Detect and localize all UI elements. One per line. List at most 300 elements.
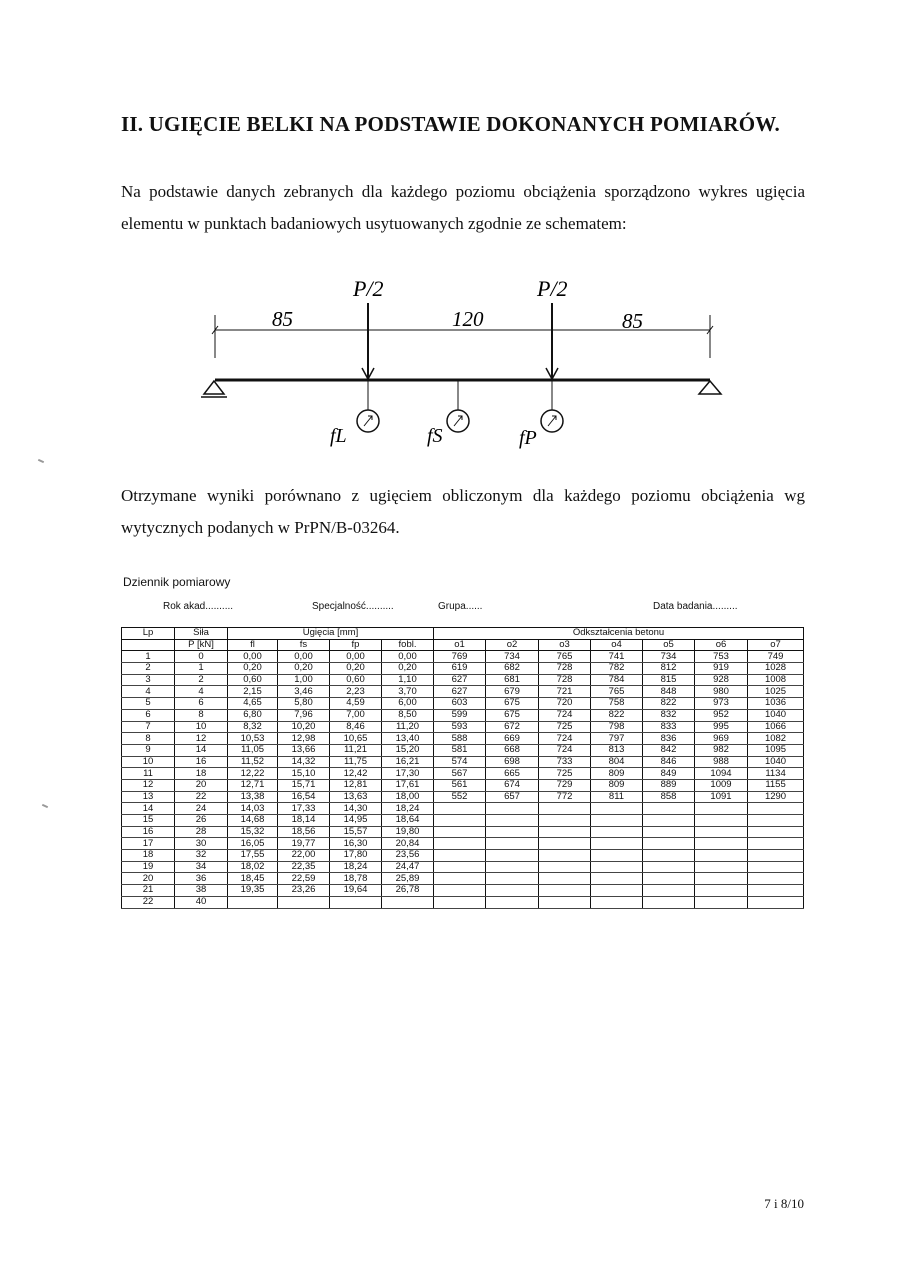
table-cell: 6 bbox=[122, 709, 175, 721]
header-o4: o4 bbox=[591, 639, 643, 651]
table-cell bbox=[486, 885, 539, 897]
table-row bbox=[122, 663, 804, 675]
table-cell: 2,23 bbox=[330, 686, 382, 698]
table-cell: 20,84 bbox=[382, 838, 434, 850]
header-o1: o1 bbox=[434, 639, 486, 651]
table-cell bbox=[748, 861, 804, 873]
table-cell bbox=[434, 885, 486, 897]
table-cell bbox=[486, 838, 539, 850]
table-cell: 18,45 bbox=[228, 873, 278, 885]
table-cell: 734 bbox=[643, 651, 695, 663]
table-cell: 995 bbox=[695, 721, 748, 733]
table-cell: 2 bbox=[175, 674, 228, 686]
table-cell: 1,00 bbox=[278, 674, 330, 686]
table-cell: 18 bbox=[175, 768, 228, 780]
table-cell: 15,20 bbox=[382, 744, 434, 756]
table-cell: 672 bbox=[486, 721, 539, 733]
table-cell: 724 bbox=[539, 733, 591, 745]
table-cell bbox=[228, 896, 278, 908]
header-force: Siła bbox=[175, 628, 228, 640]
table-cell bbox=[748, 815, 804, 827]
dimension-middle: 120 bbox=[452, 307, 484, 331]
table-cell: 16 bbox=[122, 826, 175, 838]
table-cell bbox=[643, 896, 695, 908]
table-cell: 6 bbox=[175, 698, 228, 710]
table-cell: 822 bbox=[643, 698, 695, 710]
table-cell bbox=[434, 803, 486, 815]
table-cell: 1 bbox=[122, 651, 175, 663]
table-cell: 809 bbox=[591, 768, 643, 780]
table-cell: 0,20 bbox=[382, 663, 434, 675]
table-cell bbox=[486, 826, 539, 838]
table-cell bbox=[539, 873, 591, 885]
table-cell bbox=[486, 815, 539, 827]
table-cell: 765 bbox=[591, 686, 643, 698]
table-cell: 1290 bbox=[748, 791, 804, 803]
measurement-log-table bbox=[121, 627, 804, 909]
table-cell: 804 bbox=[591, 756, 643, 768]
meta-group: Grupa...... bbox=[438, 601, 483, 612]
table-cell bbox=[539, 885, 591, 897]
table-cell: 665 bbox=[486, 768, 539, 780]
table-cell: 18,78 bbox=[330, 873, 382, 885]
table-cell bbox=[486, 861, 539, 873]
table-cell: 11,52 bbox=[228, 756, 278, 768]
table-cell: 8,32 bbox=[228, 721, 278, 733]
table-cell: 23,26 bbox=[278, 885, 330, 897]
table-cell bbox=[591, 873, 643, 885]
dimension-left: 85 bbox=[272, 307, 293, 331]
table-cell: 8,46 bbox=[330, 721, 382, 733]
comparison-paragraph: Otrzymane wyniki porównano z ugięciem obliczonym dla każdego poziomu obciążenia wg wytycznych podanych w PrPN/B-03264. bbox=[121, 486, 805, 537]
table-cell: 7,00 bbox=[330, 709, 382, 721]
table-cell bbox=[434, 815, 486, 827]
table-cell bbox=[643, 873, 695, 885]
support-left bbox=[204, 381, 224, 394]
table-cell: 784 bbox=[591, 674, 643, 686]
table-cell: 811 bbox=[591, 791, 643, 803]
table-cell: 18,24 bbox=[330, 861, 382, 873]
table-cell: 19 bbox=[122, 861, 175, 873]
table-cell: 561 bbox=[434, 779, 486, 791]
table-row bbox=[122, 756, 804, 768]
table-cell bbox=[643, 850, 695, 862]
table-cell: 588 bbox=[434, 733, 486, 745]
table-row bbox=[122, 838, 804, 850]
table-cell: 17,61 bbox=[382, 779, 434, 791]
table-cell bbox=[591, 815, 643, 827]
table-row bbox=[122, 651, 804, 663]
section-heading: II. UGIĘCIE BELKI NA PODSTAWIE DOKONANYCH POMIARÓW. bbox=[121, 112, 780, 136]
table-cell bbox=[591, 861, 643, 873]
table-cell: 599 bbox=[434, 709, 486, 721]
meta-test-date: Data badania......... bbox=[653, 601, 738, 612]
table-cell: 848 bbox=[643, 686, 695, 698]
table-cell bbox=[539, 815, 591, 827]
table-cell: 3,70 bbox=[382, 686, 434, 698]
table-cell: 11,21 bbox=[330, 744, 382, 756]
table-cell bbox=[434, 873, 486, 885]
table-row bbox=[122, 861, 804, 873]
table-cell bbox=[695, 873, 748, 885]
table-cell: 1082 bbox=[748, 733, 804, 745]
table-cell: 734 bbox=[486, 651, 539, 663]
table-cell: 1040 bbox=[748, 709, 804, 721]
table-cell: 26 bbox=[175, 815, 228, 827]
table-cell: 2 bbox=[122, 663, 175, 675]
table-cell bbox=[695, 896, 748, 908]
table-cell: 1155 bbox=[748, 779, 804, 791]
table-cell: 849 bbox=[643, 768, 695, 780]
header-fp: fp bbox=[330, 639, 382, 651]
table-cell: 698 bbox=[486, 756, 539, 768]
table-cell: 815 bbox=[643, 674, 695, 686]
table-row bbox=[122, 896, 804, 908]
table-cell: 10 bbox=[122, 756, 175, 768]
table-cell: 765 bbox=[539, 651, 591, 663]
header-o5: o5 bbox=[643, 639, 695, 651]
dimension-right: 85 bbox=[622, 309, 643, 333]
table-cell bbox=[643, 838, 695, 850]
table-cell: 973 bbox=[695, 698, 748, 710]
table-cell: 22 bbox=[175, 791, 228, 803]
table-cell: 0,00 bbox=[330, 651, 382, 663]
table-cell: 17,30 bbox=[382, 768, 434, 780]
table-cell bbox=[748, 896, 804, 908]
log-title: Dziennik pomiarowy bbox=[123, 575, 231, 589]
table-cell: 13 bbox=[122, 791, 175, 803]
table-cell: 15,32 bbox=[228, 826, 278, 838]
table-row bbox=[122, 744, 804, 756]
table-cell: 19,35 bbox=[228, 885, 278, 897]
table-cell: 32 bbox=[175, 850, 228, 862]
table-cell: 17,33 bbox=[278, 803, 330, 815]
table-cell: 574 bbox=[434, 756, 486, 768]
table-cell: 1008 bbox=[748, 674, 804, 686]
page-number: 7 i 8/10 bbox=[764, 1196, 804, 1211]
table-cell: 14,68 bbox=[228, 815, 278, 827]
table-cell bbox=[434, 838, 486, 850]
table-cell: 22,00 bbox=[278, 850, 330, 862]
table-cell: 13,66 bbox=[278, 744, 330, 756]
table-cell: 10,53 bbox=[228, 733, 278, 745]
table-cell bbox=[695, 850, 748, 862]
table-cell: 928 bbox=[695, 674, 748, 686]
table-cell: 5 bbox=[122, 698, 175, 710]
table-cell bbox=[748, 838, 804, 850]
support-right bbox=[699, 381, 721, 394]
table-cell bbox=[591, 850, 643, 862]
table-cell: 21 bbox=[122, 885, 175, 897]
table-cell: 16,05 bbox=[228, 838, 278, 850]
table-cell: 769 bbox=[434, 651, 486, 663]
table-cell: 822 bbox=[591, 709, 643, 721]
table-cell: 567 bbox=[434, 768, 486, 780]
table-cell: 13,63 bbox=[330, 791, 382, 803]
table-cell bbox=[382, 896, 434, 908]
table-cell: 12,98 bbox=[278, 733, 330, 745]
table-cell: 7 bbox=[122, 721, 175, 733]
table-cell: 4,65 bbox=[228, 698, 278, 710]
table-cell: 846 bbox=[643, 756, 695, 768]
table-row bbox=[122, 709, 804, 721]
meta-specialty: Specjalność.......... bbox=[312, 601, 394, 612]
header-o6: o6 bbox=[695, 639, 748, 651]
header-o3: o3 bbox=[539, 639, 591, 651]
table-cell bbox=[695, 838, 748, 850]
table-cell bbox=[643, 803, 695, 815]
table-cell: 16,54 bbox=[278, 791, 330, 803]
header-o7: o7 bbox=[748, 639, 804, 651]
table-row bbox=[122, 698, 804, 710]
table-cell: 812 bbox=[643, 663, 695, 675]
table-cell: 1,10 bbox=[382, 674, 434, 686]
table-row bbox=[122, 686, 804, 698]
table-cell bbox=[643, 861, 695, 873]
table-cell: 593 bbox=[434, 721, 486, 733]
table-cell bbox=[695, 803, 748, 815]
header-force-unit: P [kN] bbox=[175, 639, 228, 651]
table-cell bbox=[695, 861, 748, 873]
table-cell: 14,32 bbox=[278, 756, 330, 768]
header-fs: fs bbox=[278, 639, 330, 651]
table-cell: 982 bbox=[695, 744, 748, 756]
table-cell: 16 bbox=[175, 756, 228, 768]
table-cell: 725 bbox=[539, 721, 591, 733]
table-cell bbox=[486, 896, 539, 908]
table-cell: 17,80 bbox=[330, 850, 382, 862]
table-cell: 11,20 bbox=[382, 721, 434, 733]
table-cell: 15,10 bbox=[278, 768, 330, 780]
table-cell: 809 bbox=[591, 779, 643, 791]
table-cell: 22,59 bbox=[278, 873, 330, 885]
table-cell: 1094 bbox=[695, 768, 748, 780]
table-cell: 0,20 bbox=[278, 663, 330, 675]
table-cell bbox=[695, 826, 748, 838]
table-cell: 952 bbox=[695, 709, 748, 721]
table-cell bbox=[434, 826, 486, 838]
table-cell: 18 bbox=[122, 850, 175, 862]
table-cell: 1036 bbox=[748, 698, 804, 710]
table-cell: 772 bbox=[539, 791, 591, 803]
table-cell: 657 bbox=[486, 791, 539, 803]
beam-scheme-diagram bbox=[195, 270, 735, 455]
table-cell: 682 bbox=[486, 663, 539, 675]
table-cell: 20 bbox=[122, 873, 175, 885]
table-cell: 988 bbox=[695, 756, 748, 768]
header-fl: fl bbox=[228, 639, 278, 651]
table-cell: 0,20 bbox=[228, 663, 278, 675]
table-cell: 581 bbox=[434, 744, 486, 756]
table-row bbox=[122, 885, 804, 897]
table-header bbox=[122, 628, 804, 651]
table-cell: 1091 bbox=[695, 791, 748, 803]
table-cell bbox=[278, 896, 330, 908]
table-cell: 681 bbox=[486, 674, 539, 686]
table-cell: 12 bbox=[122, 779, 175, 791]
table-cell: 10 bbox=[175, 721, 228, 733]
table-cell: 16,30 bbox=[330, 838, 382, 850]
table-cell bbox=[330, 896, 382, 908]
load-label-left: P/2 bbox=[353, 276, 384, 301]
table-cell: 14 bbox=[122, 803, 175, 815]
table-cell: 28 bbox=[175, 826, 228, 838]
table-cell: 25,89 bbox=[382, 873, 434, 885]
table-cell: 14,30 bbox=[330, 803, 382, 815]
table-cell bbox=[486, 873, 539, 885]
table-cell: 729 bbox=[539, 779, 591, 791]
meta-academic-year: Rok akad.......... bbox=[163, 601, 234, 612]
table-cell bbox=[748, 873, 804, 885]
table-row bbox=[122, 850, 804, 862]
table-cell bbox=[539, 861, 591, 873]
table-cell bbox=[643, 826, 695, 838]
table-cell: 724 bbox=[539, 709, 591, 721]
table-cell: 36 bbox=[175, 873, 228, 885]
header-lp: Lp bbox=[122, 628, 175, 640]
table-cell bbox=[539, 850, 591, 862]
header-o2: o2 bbox=[486, 639, 539, 651]
table-cell: 14,03 bbox=[228, 803, 278, 815]
table-cell: 6,80 bbox=[228, 709, 278, 721]
table-cell: 675 bbox=[486, 698, 539, 710]
table-cell: 797 bbox=[591, 733, 643, 745]
table-cell: 4 bbox=[175, 686, 228, 698]
table-cell: 2,15 bbox=[228, 686, 278, 698]
table-row bbox=[122, 873, 804, 885]
table-cell: 13,38 bbox=[228, 791, 278, 803]
table-cell: 0,00 bbox=[278, 651, 330, 663]
table-cell bbox=[748, 803, 804, 815]
table-cell: 668 bbox=[486, 744, 539, 756]
table-cell: 0,60 bbox=[228, 674, 278, 686]
header-deflections: Ugięcia [mm] bbox=[228, 628, 434, 640]
table-cell: 836 bbox=[643, 733, 695, 745]
table-cell: 749 bbox=[748, 651, 804, 663]
table-cell: 627 bbox=[434, 686, 486, 698]
table-row bbox=[122, 826, 804, 838]
table-cell: 798 bbox=[591, 721, 643, 733]
table-cell: 7,96 bbox=[278, 709, 330, 721]
table-cell: 1066 bbox=[748, 721, 804, 733]
table-cell: 720 bbox=[539, 698, 591, 710]
table-cell: 14 bbox=[175, 744, 228, 756]
table-cell: 1028 bbox=[748, 663, 804, 675]
table-cell bbox=[539, 896, 591, 908]
table-row bbox=[122, 803, 804, 815]
table-cell: 969 bbox=[695, 733, 748, 745]
table-cell: 17 bbox=[122, 838, 175, 850]
table-cell: 11 bbox=[122, 768, 175, 780]
table-cell: 15,71 bbox=[278, 779, 330, 791]
table-cell: 741 bbox=[591, 651, 643, 663]
table-cell: 17,55 bbox=[228, 850, 278, 862]
table-row bbox=[122, 779, 804, 791]
header-lp-blank bbox=[122, 639, 175, 651]
table-cell: 1025 bbox=[748, 686, 804, 698]
table-cell: 12,42 bbox=[330, 768, 382, 780]
table-cell bbox=[748, 826, 804, 838]
table-cell: 782 bbox=[591, 663, 643, 675]
table-cell: 833 bbox=[643, 721, 695, 733]
table-cell: 23,56 bbox=[382, 850, 434, 862]
table-cell: 724 bbox=[539, 744, 591, 756]
table-cell: 5,80 bbox=[278, 698, 330, 710]
table-cell bbox=[434, 861, 486, 873]
table-cell: 6,00 bbox=[382, 698, 434, 710]
table-cell: 18,00 bbox=[382, 791, 434, 803]
table-cell: 18,24 bbox=[382, 803, 434, 815]
table-cell: 627 bbox=[434, 674, 486, 686]
table-cell: 8,50 bbox=[382, 709, 434, 721]
table-cell: 0,00 bbox=[382, 651, 434, 663]
intro-paragraph: Na podstawie danych zebranych dla każdego poziomu obciążenia sporządzono wykres ugięcia elementu w punktach badaniowych usytuowanych zgodnie ze schematem: bbox=[121, 182, 805, 233]
table-cell: 26,78 bbox=[382, 885, 434, 897]
table-cell bbox=[591, 896, 643, 908]
table-cell: 721 bbox=[539, 686, 591, 698]
table-cell: 603 bbox=[434, 698, 486, 710]
gauge-label-right: fP bbox=[519, 427, 537, 449]
table-cell: 753 bbox=[695, 651, 748, 663]
header-fobl: fobl. bbox=[382, 639, 434, 651]
table-cell: 3 bbox=[122, 674, 175, 686]
table-cell: 889 bbox=[643, 779, 695, 791]
table-cell: 22,35 bbox=[278, 861, 330, 873]
table-cell: 11,75 bbox=[330, 756, 382, 768]
table-cell: 728 bbox=[539, 663, 591, 675]
table-cell: 34 bbox=[175, 861, 228, 873]
table-cell: 14,95 bbox=[330, 815, 382, 827]
table-cell: 38 bbox=[175, 885, 228, 897]
table-cell: 10,65 bbox=[330, 733, 382, 745]
load-label-right: P/2 bbox=[537, 276, 568, 301]
table-row bbox=[122, 721, 804, 733]
table-cell: 813 bbox=[591, 744, 643, 756]
table-cell: 842 bbox=[643, 744, 695, 756]
table-cell: 11,05 bbox=[228, 744, 278, 756]
table-cell bbox=[539, 826, 591, 838]
table-row bbox=[122, 733, 804, 745]
table-row bbox=[122, 815, 804, 827]
table-cell: 980 bbox=[695, 686, 748, 698]
table-cell: 20 bbox=[175, 779, 228, 791]
table-cell: 18,56 bbox=[278, 826, 330, 838]
table-cell bbox=[486, 803, 539, 815]
table-cell: 24,47 bbox=[382, 861, 434, 873]
table-cell: 16,21 bbox=[382, 756, 434, 768]
table-cell bbox=[748, 850, 804, 862]
table-cell bbox=[591, 838, 643, 850]
table-cell: 0 bbox=[175, 651, 228, 663]
table-cell bbox=[434, 850, 486, 862]
table-cell: 552 bbox=[434, 791, 486, 803]
table-cell: 12 bbox=[175, 733, 228, 745]
header-strains: Odkształcenia betonu bbox=[434, 628, 804, 640]
table-cell: 30 bbox=[175, 838, 228, 850]
table-cell: 728 bbox=[539, 674, 591, 686]
table-cell bbox=[539, 803, 591, 815]
table-cell: 674 bbox=[486, 779, 539, 791]
table-cell: 679 bbox=[486, 686, 539, 698]
table-cell: 0,00 bbox=[228, 651, 278, 663]
table-cell: 18,14 bbox=[278, 815, 330, 827]
table-cell bbox=[643, 885, 695, 897]
table-row bbox=[122, 791, 804, 803]
table-cell: 13,40 bbox=[382, 733, 434, 745]
table-cell: 858 bbox=[643, 791, 695, 803]
gauge-label-mid: fS bbox=[427, 425, 443, 447]
table-cell: 1095 bbox=[748, 744, 804, 756]
